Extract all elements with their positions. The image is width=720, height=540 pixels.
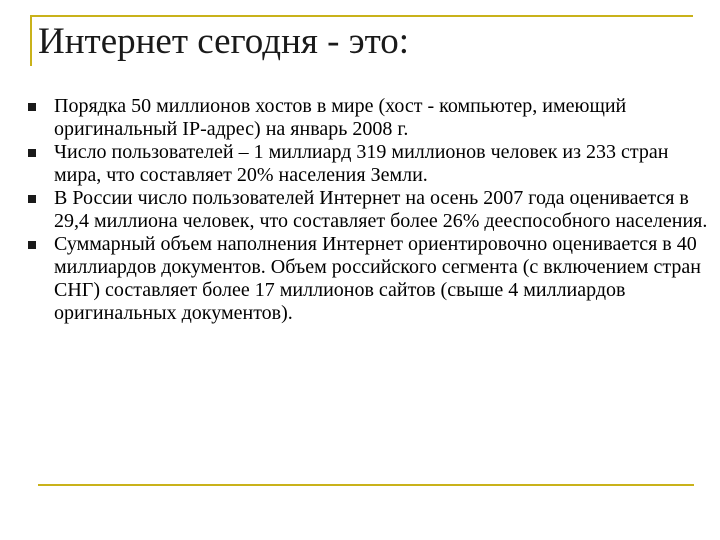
bottom-rule: [38, 484, 694, 486]
bullet-item: [28, 95, 708, 141]
square-bullet-icon: [28, 195, 36, 203]
bullet-text: Число пользователей – 1 миллиард 319 миллионов человек из 233 стран мира, что составляет 20% населения Земли.: [54, 141, 669, 186]
title-top-rule: [30, 15, 693, 17]
bullet-text: Суммарный объем наполнения Интернет ориентировочно оценивается в 40 миллиардов документов. Объем российского сегмента (с включением стран СНГ) составляет более 17 миллионов сайтов (свыше 4 миллиардов оригинальных документов).: [54, 233, 701, 324]
title-left-rule: [30, 15, 32, 66]
square-bullet-icon: [28, 241, 36, 249]
bullet-text: В России число пользователей Интернет на осень 2007 года оценивается в 29,4 миллиона человек, что составляет более 26% дееспособного населения.: [54, 187, 708, 232]
bullet-text: Порядка 50 миллионов хостов в мире (хост - компьютер, имеющий оригинальный IP-адрес) на январь 2008 г.: [54, 95, 627, 140]
slide-title: Интернет сегодня - это:: [38, 21, 410, 62]
square-bullet-icon: [28, 149, 36, 157]
bullet-list: [28, 95, 708, 325]
bullet-item: [28, 187, 708, 233]
bullet-item: [28, 141, 708, 187]
bullet-item: [28, 233, 708, 325]
square-bullet-icon: [28, 103, 36, 111]
